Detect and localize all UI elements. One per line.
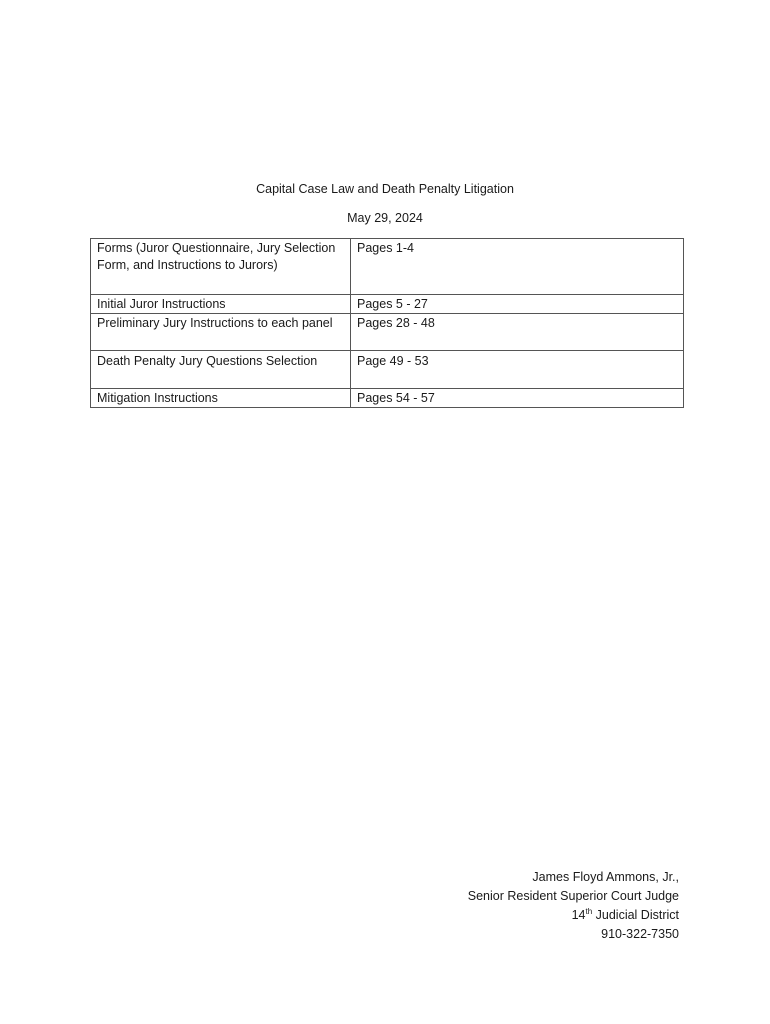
table-row (91, 295, 684, 314)
section-cell: Mitigation Instructions (91, 389, 351, 408)
table-row (91, 239, 684, 295)
district-suffix: th (585, 907, 593, 916)
signer-name: James Floyd Ammons, Jr., (532, 870, 679, 884)
district-label: Judicial District (592, 908, 679, 922)
pages-cell: Page 49 - 53 (351, 351, 684, 389)
table-row (91, 389, 684, 408)
contents-table (90, 238, 684, 408)
pages-cell: Pages 28 - 48 (351, 314, 684, 351)
section-cell: Preliminary Jury Instructions to each panel (91, 314, 351, 351)
document-date: May 29, 2024 (347, 211, 423, 225)
table-row (91, 351, 684, 389)
signer-phone: 910-322-7350 (601, 927, 679, 941)
pages-cell: Pages 1-4 (351, 239, 684, 295)
signer-title: Senior Resident Superior Court Judge (467, 889, 679, 903)
document-title: Capital Case Law and Death Penalty Litigation (256, 182, 514, 196)
section-cell: Forms (Juror Questionnaire, Jury Selection Form, and Instructions to Jurors) (91, 239, 351, 295)
section-cell: Initial Juror Instructions (91, 295, 351, 314)
pages-cell: Pages 5 - 27 (351, 295, 684, 314)
signature-block (468, 868, 679, 944)
section-cell: Death Penalty Jury Questions Selection (91, 351, 351, 389)
signer-district (468, 906, 679, 925)
pages-cell: Pages 54 - 57 (351, 389, 684, 408)
district-number: 14 (571, 908, 586, 922)
table-row (91, 314, 684, 351)
